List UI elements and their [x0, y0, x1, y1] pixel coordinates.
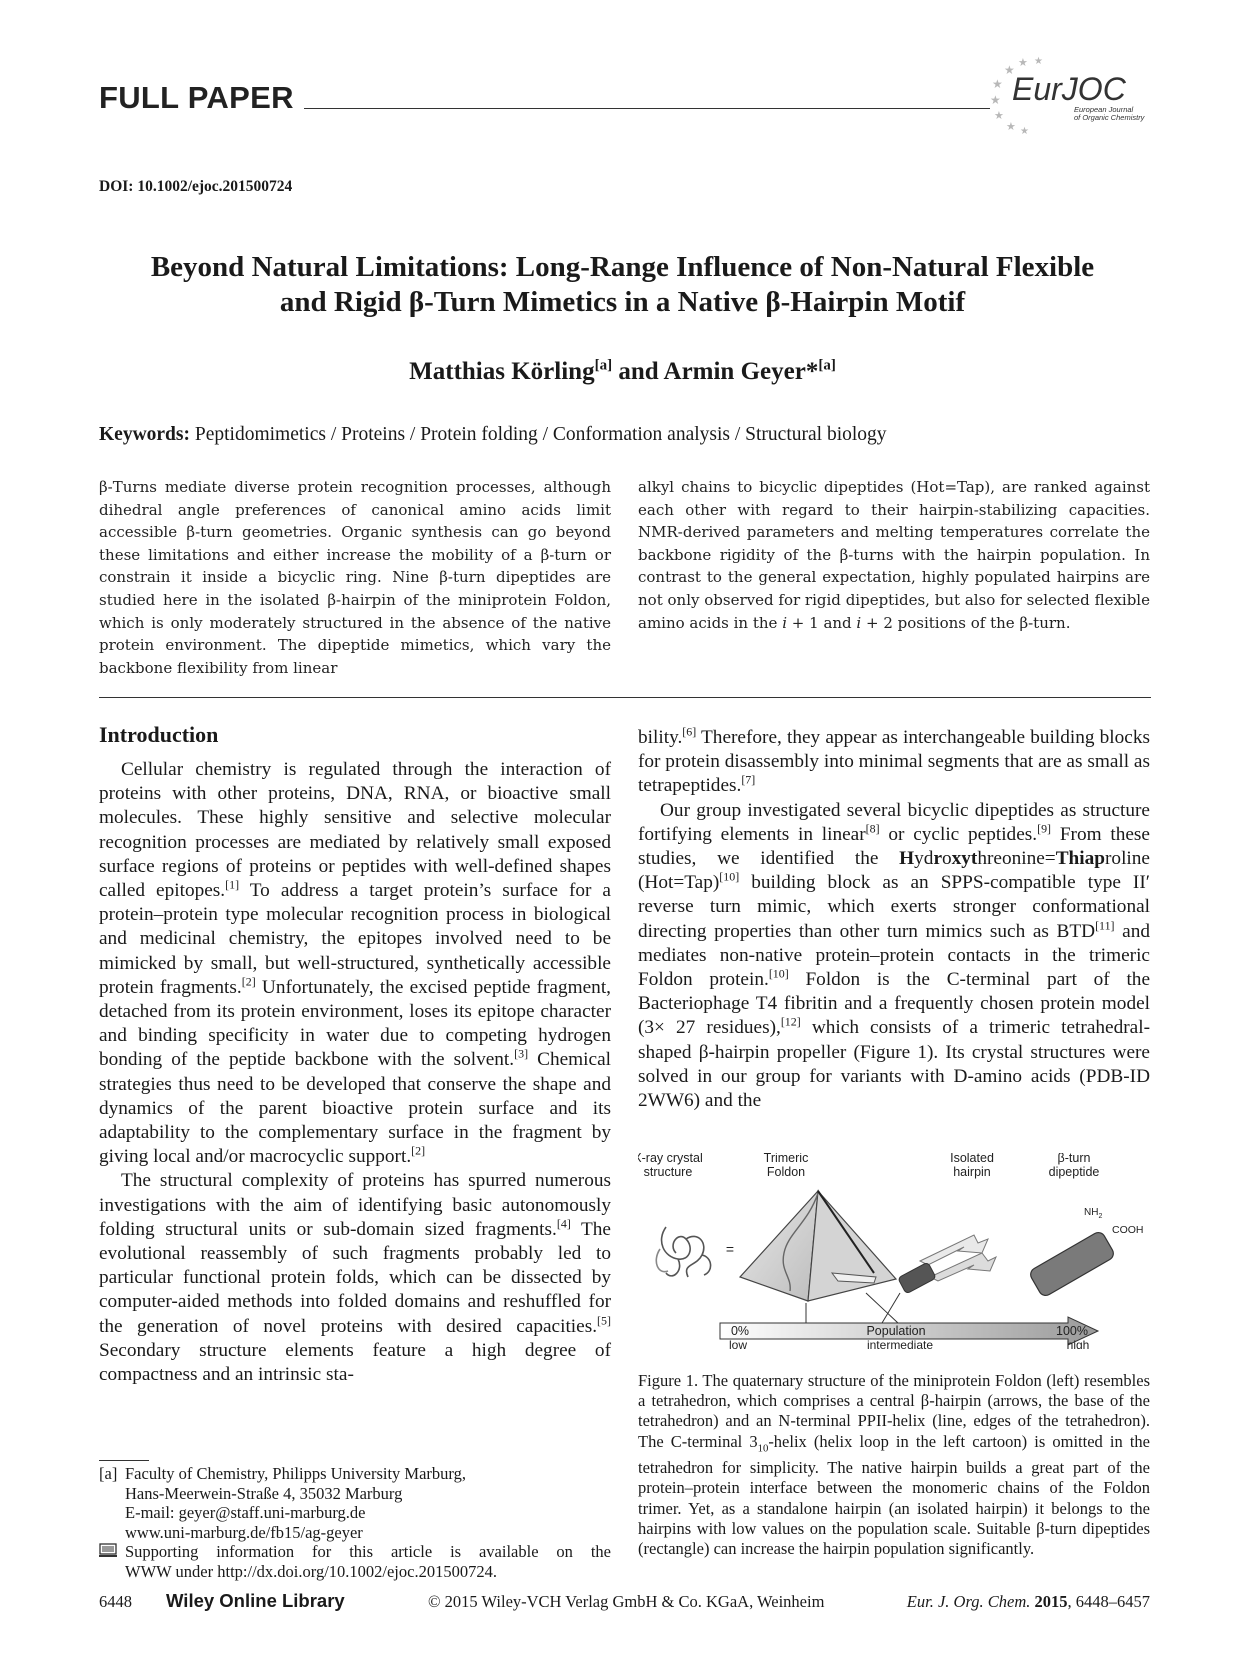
section-label: FULL PAPER [99, 80, 294, 115]
footnote-a-email: E-mail: geyer@staff.uni-marburg.de [125, 1503, 366, 1522]
p3-text-h: -amino acids (PDB-ID 2WW6) and the [638, 1065, 1151, 1112]
label-low: low [728, 1338, 748, 1349]
caption-text-b: -helix (helix loop in the left cartoon) is omitted in the tetrahedron for simplicity. The native hairpin builds a great part of the protein–protein interface between the monomeric chains of the Foldon trimer. Yet, as a standalone hairpin (an isolated hairpin) it belongs to the hairpins with low values on the population scale. Suitable β-turn dipeptides (rectangle) can increase the hairpin population significantly. [638, 1431, 1150, 1558]
p3-text-b: or cyclic peptides. [879, 823, 1038, 845]
journal-abbr: Eur. J. Org. Chem. [906, 1592, 1031, 1611]
abstract-right-i1: i [782, 613, 788, 632]
acronym-roline: roline (Hot=Tap) [638, 848, 1150, 894]
isolated-hairpin-arrows [898, 1235, 996, 1294]
page-number: 6448 [99, 1592, 132, 1611]
logo-line-1: European Journal [1074, 105, 1134, 114]
authors [100, 358, 1145, 386]
author-1: Matthias Körling [409, 358, 595, 385]
ref-8: [8] [865, 821, 880, 836]
p3-text-c: From these studies, we identified the [638, 823, 1150, 870]
acronym-hreonine: hreonine= [977, 848, 1056, 870]
acronym-bold-t: t [970, 848, 978, 870]
xray-structure-cartoon [656, 1227, 710, 1277]
svg-text:★: ★ [992, 77, 1003, 91]
svg-text:★: ★ [990, 93, 1001, 107]
ref-2: [2] [241, 974, 256, 989]
keywords-text: Peptidomimetics / Proteins / Protein folding / Conformation analysis / Structural biology [194, 424, 887, 445]
footnote-affiliation [99, 1464, 611, 1581]
label-intermediate: intermediate [866, 1338, 934, 1349]
acronym-yd: yd [914, 848, 934, 870]
paragraph-3 [638, 799, 1150, 1114]
svg-text:★: ★ [1034, 56, 1043, 67]
journal-logo [990, 56, 1150, 134]
ref-12: [12] [780, 1015, 801, 1030]
acronym-bold-thi: Thi [1055, 848, 1085, 870]
footnote-a-url: www.uni-marburg.de/fb15/ag-geyer [125, 1522, 363, 1542]
label-trimeric-1: Trimeric [763, 1153, 809, 1165]
p2-text-a: The structural complexity of proteins has spurred numerous investigations with the aim of identifying basic autonomously folding structural units or sub-domain sized fragments. [99, 1170, 611, 1240]
ref-1: [1] [225, 877, 240, 892]
acronym-bold-a: a [1084, 848, 1095, 870]
footnote-si-line-2: WWW under http://dx.doi.org/10.1002/ejoc.201500724. [125, 1561, 497, 1581]
p2-text-c: Secondary structure elements feature a high degree of compactness and an intrinsic sta- [99, 1339, 611, 1386]
paragraph-1 [99, 758, 611, 1169]
abstract-right-b: + 1 and [787, 613, 857, 632]
figure-1-caption [638, 1371, 1150, 1559]
label-100-percent: 100% [1056, 1324, 1088, 1338]
keywords [99, 424, 887, 446]
label-isolated-2: hairpin [953, 1165, 991, 1179]
label-high: high [1066, 1338, 1090, 1349]
p1-text-a: Cellular chemistry is regulated through the interaction of proteins with other proteins, DNA, RNA, or bioactive small molecules. These highly sensitive and selective molecular recognition processes are mediated by relatively small exposed surface regions of proteins or peptides with well-defined shapes called epitopes. [99, 759, 611, 902]
computer-icon-graphic [99, 1542, 117, 1558]
footnote-si-line-1: Supporting information for this article is available on the [125, 1542, 611, 1561]
label-isolated-1: Isolated [950, 1153, 994, 1165]
logo-line-2: of Organic Chemistry [1074, 113, 1145, 122]
figure-1 [638, 1153, 1150, 1349]
footnote-a-row [99, 1464, 611, 1542]
footnote-rule [99, 1460, 149, 1461]
right-column [638, 726, 1150, 1113]
label-bturn-2: dipeptide [1048, 1165, 1100, 1179]
intro-body-left [99, 758, 611, 1387]
footnote-a-label: [a] [99, 1464, 118, 1483]
abstract-right [638, 476, 1150, 634]
svg-text:★: ★ [1006, 120, 1016, 133]
paragraph-2 [99, 1169, 611, 1387]
author-1-affiliation: [a] [594, 357, 613, 374]
acronym-o: o [942, 848, 952, 870]
p3-text-f: Foldon is the C-terminal part of the Bacteriophage T4 fibritin and a frequently chosen protein model (3× 27 residues), [638, 969, 1150, 1039]
footnote-si-body [125, 1542, 611, 1581]
journal-logo-graphic [990, 56, 1150, 134]
ref-10: [10] [719, 869, 740, 884]
keywords-label: Keywords: [99, 424, 190, 445]
journal-citation [907, 1592, 1150, 1612]
ref-6: [6] [682, 724, 697, 739]
p2c-text-b: Therefore, they appear as interchangeable building blocks for protein disassembly into minimal segments that are as small as tetrapeptides. [638, 727, 1150, 797]
abstract-right-a: alkyl chains to bicyclic dipeptides (Hot=Tap), are ranked against each other with regard to their hairpin-stabilizing capacities. NMR-derived parameters and melting temperatures correlate the backbone rigidity of the β-turns with the hairpin population. In contrast to the general expectation, highly populated hairpins are not only observed for rigid dipeptides, but also for selected flexible amino acids in the [638, 478, 1150, 632]
label-nh2 [1084, 1207, 1102, 1220]
ref-10b: [10] [768, 966, 789, 981]
label-xray-2: structure [643, 1165, 693, 1179]
paragraph-2-continued [638, 726, 1150, 799]
left-column [99, 722, 611, 1387]
label-equals: = [725, 1241, 735, 1257]
caption-subscript: 10 [757, 1441, 769, 1454]
abstract-left: β-Turns mediate diverse protein recognition processes, although dihedral angle preferences of canonical amino acids limit accessible β-turn geometries. Organic synthesis can go beyond these limitations and either increase the mobility of a β-turn or constrain it inside a bicyclic ring. Nine β-turn dipeptides are studied here in the isolated β-hairpin of the miniprotein Foldon, which is only moderately structured in the absence of the native protein environment. The dipeptide mimetics, which vary the backbone flexibility from linear [99, 478, 611, 677]
p1-text-d: Chemical strategies thus need to be developed that conserve the shape and dynamics of the parent bioactive protein surface and its adaptability to the complementary surface in the fragment by giving local and/or macrocyclic support. [99, 1049, 611, 1168]
label-cooh: COOH [1112, 1224, 1144, 1236]
wiley-online-library: Wiley Online Library [166, 1590, 345, 1611]
p1-text-c: Unfortunately, the excised peptide fragment, detached from its protein environment, loses its epitope character and binding specificity in water due to competing hydrogen bonding of the peptide backbone with the solvent. [99, 976, 611, 1071]
d-small-caps: D [953, 1065, 968, 1087]
acronym-bold-p: p [1094, 848, 1106, 870]
caption-text-a: Figure 1. The quaternary structure of the miniprotein Foldon (left) resembles a tetrahedron, which comprises a central β-hairpin (arrows, the base of the tetrahedron) and an N-terminal PPII-helix (line, edges of the tetrahedron). The C-terminal 3 [638, 1371, 1150, 1451]
title-line-1: Beyond Natural Limitations: Long-Range Influence of Non-Natural Flexible [150, 251, 1095, 283]
ref-5: [5] [597, 1313, 611, 1328]
logo-wordmark: EurJOC [1012, 71, 1126, 107]
ref-2b: [2] [411, 1143, 426, 1158]
p3-text-a: Our group investigated several bicyclic dipeptides as structure fortifying elements in linear [638, 799, 1150, 845]
journal-pages: , 6448–6457 [1067, 1592, 1150, 1611]
acronym-bold-r: r [933, 848, 942, 870]
p1-text-b: To address a target protein’s surface for a protein–protein type molecular recognition process in biological and medicinal chemistry, the epitopes involved need to be mimicked by small, but well-structured, synthetically accessible protein fragments. [99, 880, 611, 998]
computer-icon [99, 1542, 125, 1581]
label-0-percent: 0% [730, 1324, 750, 1338]
acronym-bold-xy: xy [951, 848, 971, 870]
doi: DOI: 10.1002/ejoc.201500724 [99, 178, 293, 195]
svg-text:★: ★ [994, 109, 1004, 122]
author-2-affiliation: [a] [818, 357, 836, 374]
article-title [100, 250, 1145, 320]
p3-text-e: and mediates non-native protein–protein contacts in the trimeric Foldon protein. [638, 920, 1150, 991]
title-line-2: and Rigid β-Turn Mimetics in a Native β-Hairpin Motif [279, 286, 966, 318]
abstract-right-i2: i [856, 613, 862, 632]
section-heading-introduction: Introduction [99, 722, 219, 747]
ref-3: [3] [514, 1047, 529, 1062]
footnote-si-row [99, 1542, 611, 1581]
label-nh2-main: NH [1084, 1207, 1099, 1218]
author-2: Armin Geyer* [663, 358, 819, 385]
svg-text:★: ★ [1004, 63, 1015, 77]
ref-11: [11] [1095, 918, 1115, 933]
footnote-a-line-1: Faculty of Chemistry, Philipps University Marburg, [125, 1464, 466, 1483]
abstract-right-c: + 2 positions of the β-turn. [861, 613, 1071, 632]
label-xray-1: X-ray crystal [638, 1153, 703, 1165]
ref-7: [7] [741, 772, 756, 787]
svg-text:★: ★ [1018, 56, 1028, 69]
footnote-a-body [125, 1464, 466, 1542]
p3-text-g: which consists of a trimeric tetrahedral-shaped β-hairpin propeller (Figure 1). Its crystal structures were solved in our group for variants with [638, 1017, 1150, 1087]
p2c-text-a: bility. [638, 727, 683, 748]
figure-1-graphic [638, 1153, 1150, 1349]
acronym-bold-h: H [899, 848, 915, 870]
p2-text-b: The evolutional reassembly of such fragments probably led to particular functional protein folds, which can be dissected by computer-aided methods into folded domains and reshuffled for the generation of novel proteins with desired capacities. [99, 1218, 611, 1337]
footnote-a-line-2: Hans-Meerwein-Straße 4, 35032 Marburg [125, 1483, 403, 1503]
copyright: © 2015 Wiley-VCH Verlag GmbH & Co. KGaA, Weinheim [428, 1592, 825, 1611]
ref-9: [9] [1037, 821, 1052, 836]
journal-year: 2015 [1034, 1592, 1068, 1611]
p3-text-d: building block as an SPPS-compatible type II′ reverse turn mimic, which exerts stronger conformational directing properties than other turn mimics such as BTD [638, 872, 1150, 942]
authors-and: and [618, 358, 659, 385]
abstract-rule [99, 697, 1151, 698]
svg-text:★: ★ [1020, 126, 1029, 134]
label-trimeric-2: Foldon [766, 1165, 806, 1179]
ref-4: [4] [556, 1216, 571, 1231]
label-bturn-1: β-turn [1057, 1153, 1091, 1165]
trimeric-foldon-tetrahedron [740, 1191, 896, 1301]
header-rule [304, 108, 990, 109]
beta-turn-dipeptide-rectangle [1028, 1230, 1116, 1298]
label-nh2-sub: 2 [1098, 1213, 1103, 1220]
label-population: Population [866, 1324, 926, 1338]
